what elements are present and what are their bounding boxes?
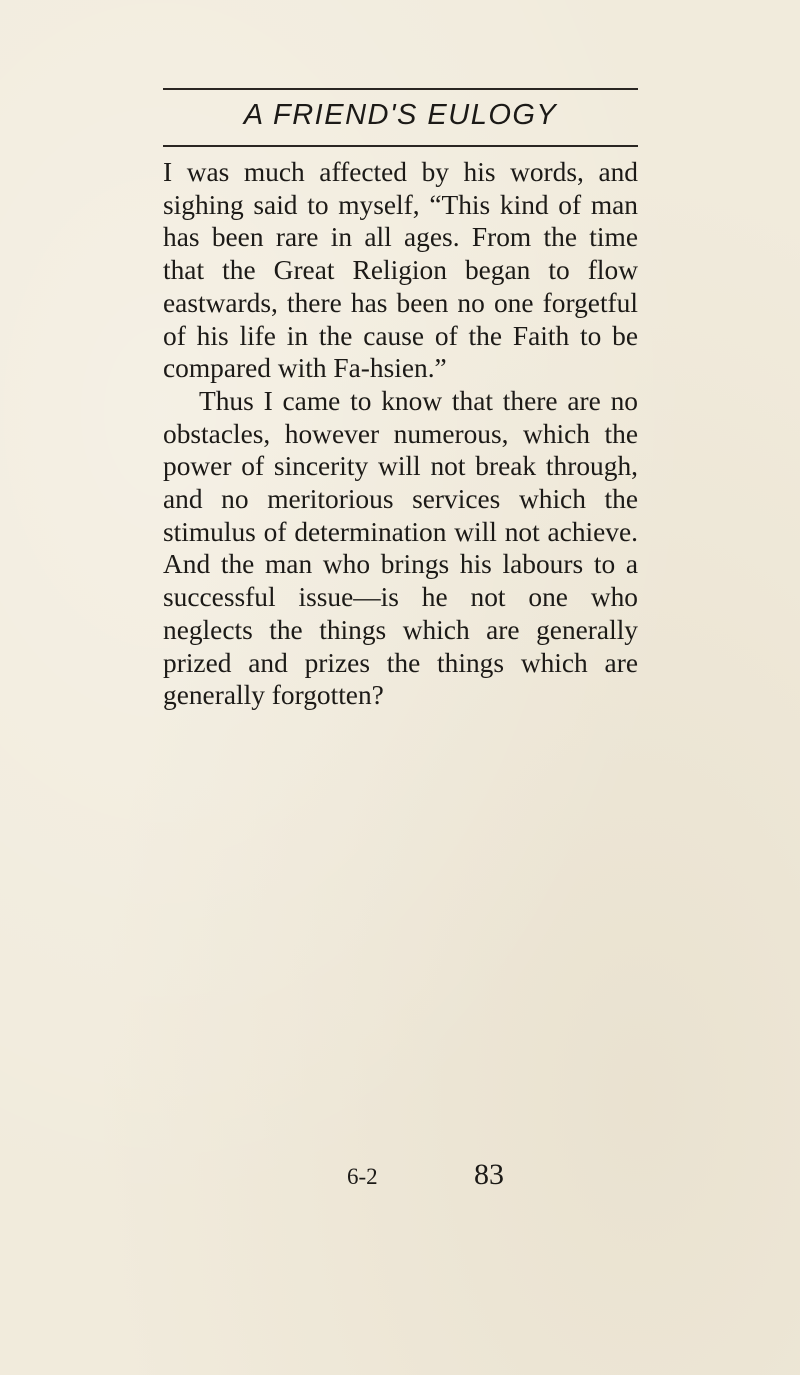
paragraph-1: I was much affected by his words, and sighing said to myself, “This kind of man has been rare in all ages. From the time that the Great Religion began to flow eastwards, there has been no one forgetful of his life in the cause of the Faith to be compared with Fa-hsien.” <box>163 157 638 384</box>
header-rule-top <box>163 88 638 90</box>
paragraph-2: Thus I came to know that there are no obstacles, however numerous, which the power of sincerity will not break through, and no meritorious services which the stimulus of determination will not achieve. And the man who brings his labours to a successful issue—is he not one who neglects the things which are generally prized and prizes the things which are generally forgotten? <box>163 385 638 711</box>
page-number: 83 <box>474 1158 504 1191</box>
running-head: A FRIEND'S EULOGY <box>243 99 558 131</box>
signature-mark: 6-2 <box>347 1164 378 1189</box>
header-rule-bottom <box>163 145 638 147</box>
body-text <box>163 156 638 712</box>
